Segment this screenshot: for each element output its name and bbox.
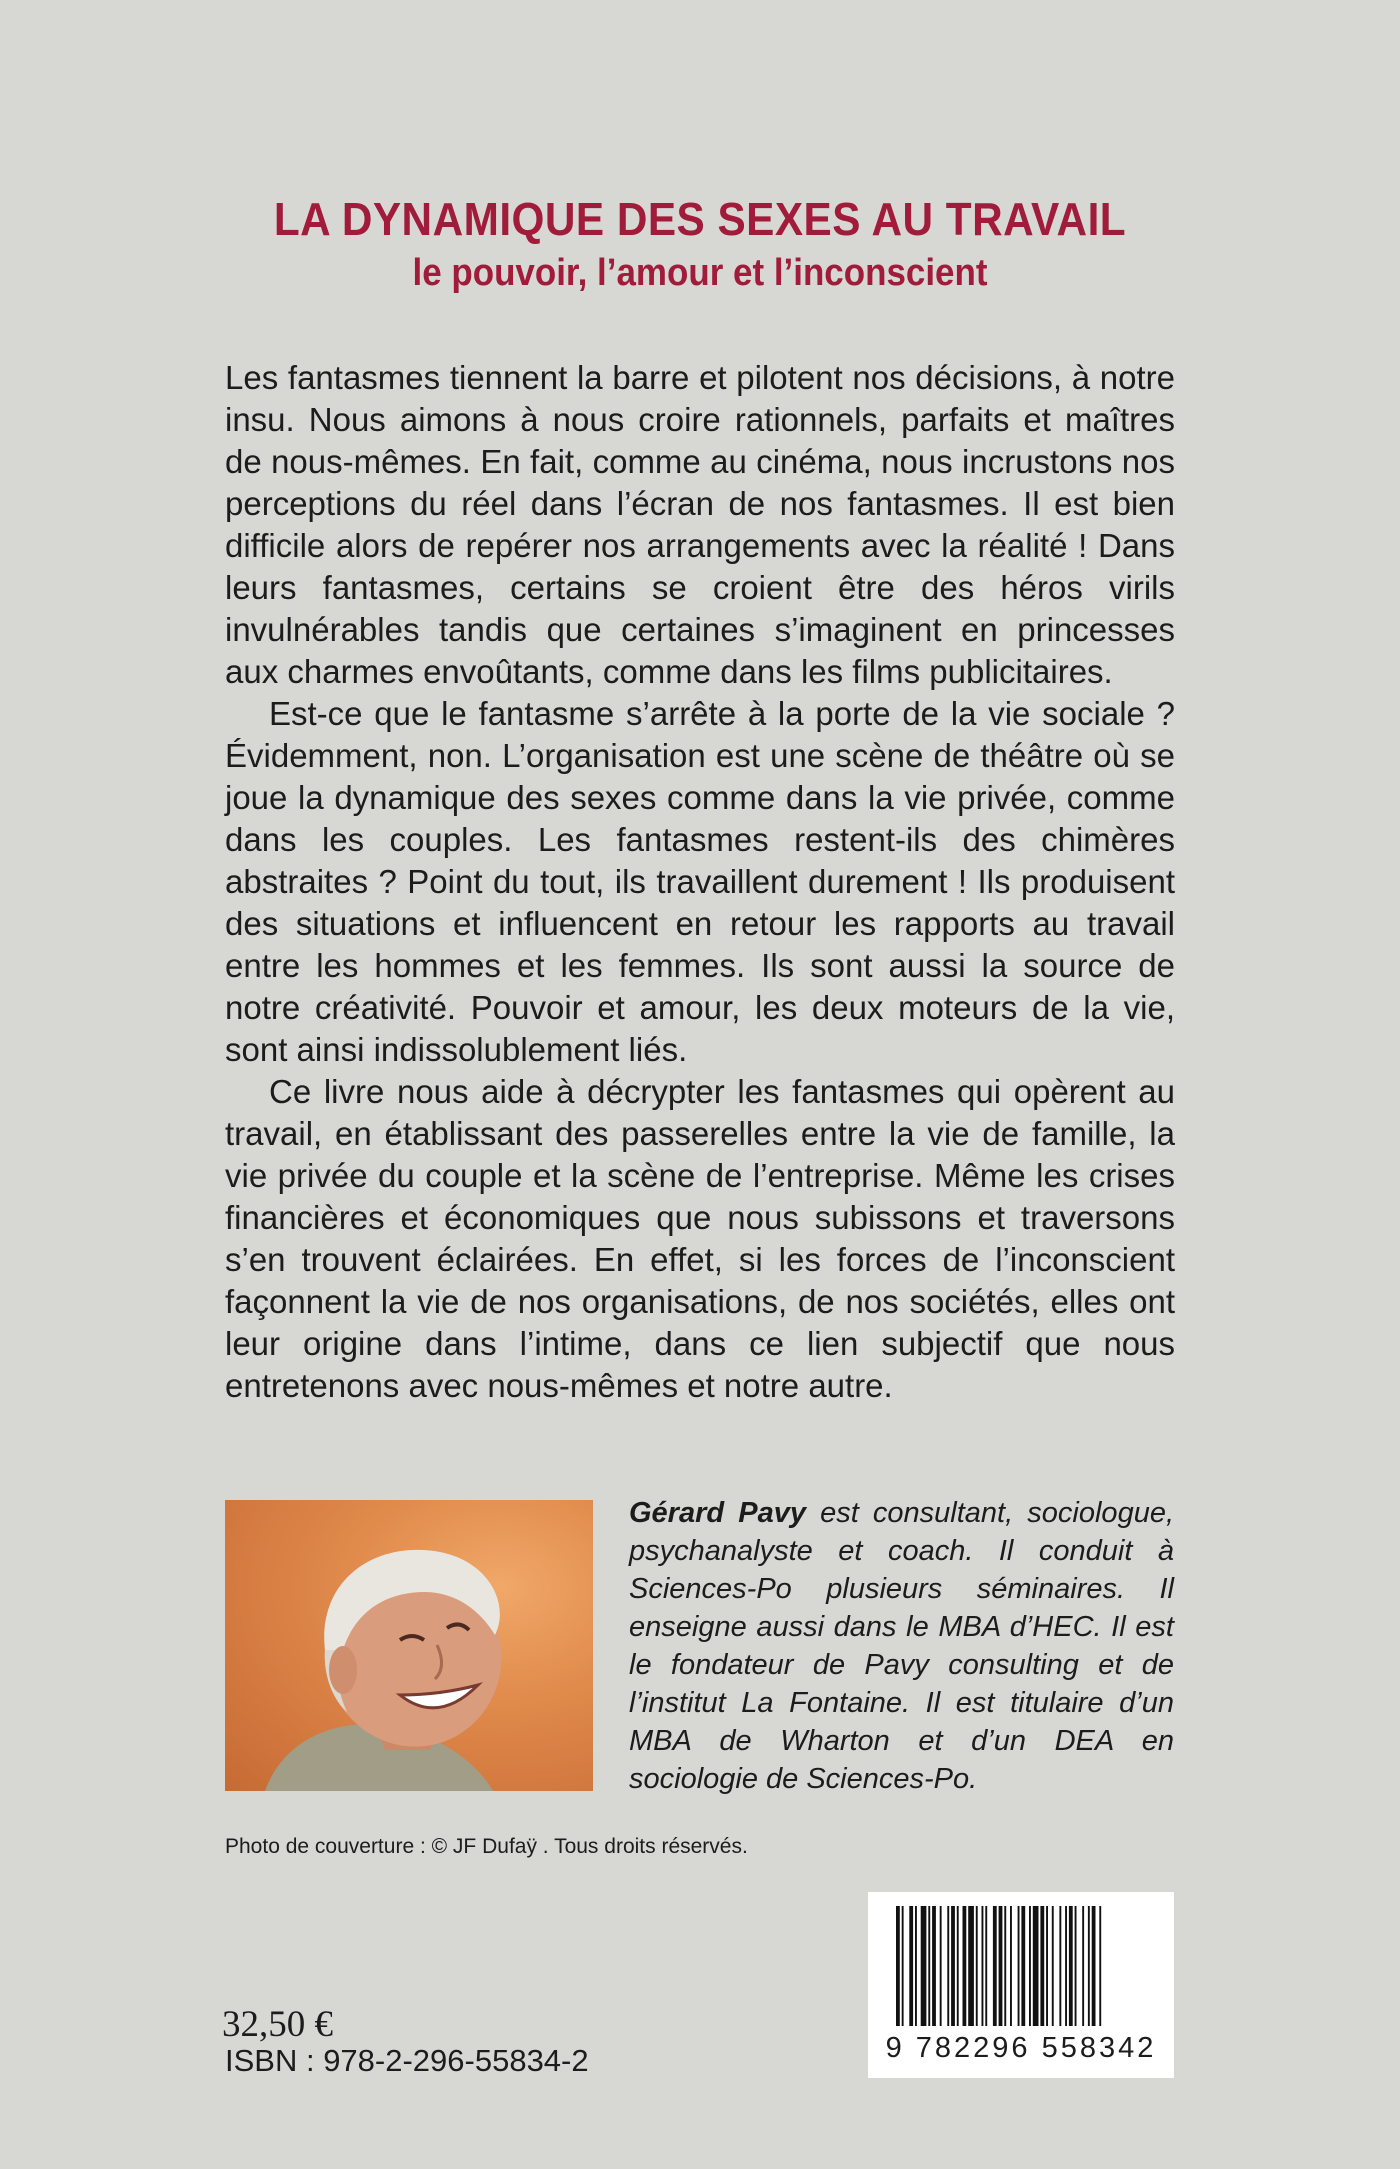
- barcode-bar: [1004, 1906, 1006, 2026]
- barcode-bar: [963, 1906, 967, 2026]
- author-photo: [225, 1500, 593, 1791]
- barcode-bar: [1010, 1906, 1012, 2026]
- barcode-digits: 9 782296 558342: [885, 2032, 1157, 2064]
- barcode-bar: [915, 1906, 917, 2026]
- barcode-bar: [951, 1906, 955, 2026]
- barcode-bar: [947, 1906, 949, 2026]
- blurb: [225, 357, 1175, 1407]
- barcode-bar: [921, 1906, 927, 2026]
- barcode-bar: [1059, 1906, 1061, 2026]
- barcode-bars: [868, 1892, 1174, 2042]
- barcode-bar: [909, 1906, 913, 2026]
- barcode-bar: [976, 1906, 978, 2026]
- barcode-bar: [957, 1906, 959, 2026]
- barcode-bar: [1069, 1906, 1073, 2026]
- barcode-bar: [1092, 1906, 1096, 2026]
- blurb-paragraph-3: Ce livre nous aide à décrypter les fantasmes qui opèrent au travail, en établissant des passerelles entre la vie de famille, la vie privée du couple et la scène de l’entreprise. Même les crises financières et économiques que nous subissons et traversons s’en trouvent éclairées. En effet, si les forces de l’inconscient façonnent la vie de nos organisations, de nos sociétés, elles ont leur origine dans l’intime, dans ce lien subjectif que nous entretenons avec nous-mêmes et notre autre.: [225, 1073, 1175, 1404]
- book-title: LA DYNAMIQUE DES SEXES AU TRAVAIL: [273, 193, 1127, 245]
- photo-credit: Photo de couverture : © JF Dufaÿ . Tous droits réservés.: [225, 1835, 748, 1858]
- author-name: Gérard Pavy: [629, 1497, 806, 1529]
- barcode-bar: [902, 1906, 904, 2026]
- barcode-bar: [993, 1906, 997, 2026]
- barcode-bar: [982, 1906, 984, 2026]
- blurb-paragraph-1: Les fantasmes tiennent la barre et pilotent nos décisions, à notre insu. Nous aimons à nous croire rationnels, parfaits et maîtres de nous-mêmes. En fait, comme au cinéma, nous incrustons nos perceptions du réel dans l’écran de nos fantasmes. Il est bien difficile alors de repérer nos arrangements avec la réalité ! Dans leurs fantasmes, certains se croient être des héros virils invulnérables tandis que certaines s’imaginent en princesses aux charmes envoûtants, comme dans les films publicitaires.: [225, 359, 1175, 690]
- barcode-bar: [985, 1906, 987, 2026]
- barcode-bar: [940, 1906, 942, 2026]
- barcode-bar: [1065, 1906, 1067, 2026]
- price: 32,50 €: [222, 2004, 333, 2045]
- barcode-bar: [968, 1906, 974, 2026]
- barcode-bar: [1088, 1906, 1090, 2026]
- book-subtitle: le pouvoir, l’amour et l’inconscient: [412, 252, 988, 294]
- author-portrait-illustration: [225, 1500, 593, 1791]
- barcode-bar: [1040, 1906, 1044, 2026]
- barcode-bar: [1052, 1906, 1054, 2026]
- barcode-bar: [896, 1906, 900, 2026]
- barcode-bar: [1082, 1906, 1084, 2026]
- barcode-bar: [1046, 1906, 1048, 2026]
- barcode-bar: [999, 1906, 1003, 2026]
- isbn: ISBN : 978-2-296-55834-2: [225, 2043, 589, 2078]
- barcode-bar: [928, 1906, 930, 2026]
- barcode-bar: [1029, 1906, 1031, 2026]
- blurb-paragraph-2: Est-ce que le fantasme s’arrête à la porte de la vie sociale ? Évidemment, non. L’organisation est une scène de théâtre où se joue la dynamique des sexes comme dans la vie privée, comme dans les couples. Les fantasmes restent-ils des chimères abstraites ? Point du tout, ils travaillent durement ! Ils produisent des situations et influencent en retour les rapports au travail entre les hommes et les femmes. Ils sont aussi la source de notre créativité. Pouvoir et amour, les deux moteurs de la vie, sont ainsi indissolublement liés.: [225, 695, 1175, 1068]
- barcode-bar: [1099, 1906, 1101, 2026]
- barcode-bar: [1033, 1906, 1039, 2026]
- barcode-bar: [932, 1906, 936, 2026]
- author-bio: [629, 1494, 1174, 1798]
- barcode: [868, 1892, 1174, 2078]
- barcode-bar: [1018, 1906, 1020, 2026]
- barcode-bar: [1021, 1906, 1025, 2026]
- author-bio-text: est consultant, sociologue, psychanalyste et coach. Il conduit à Sciences-Po plusieurs séminaires. Il enseigne aussi dans le MBA d’HEC. Il est le fondateur de Pavy consulting et de l’institut La Fontaine. Il est titulaire d’un MBA de Wharton et d’un DEA en sociologie de Sciences-Po.: [629, 1497, 1175, 1795]
- barcode-bar: [1075, 1906, 1077, 2026]
